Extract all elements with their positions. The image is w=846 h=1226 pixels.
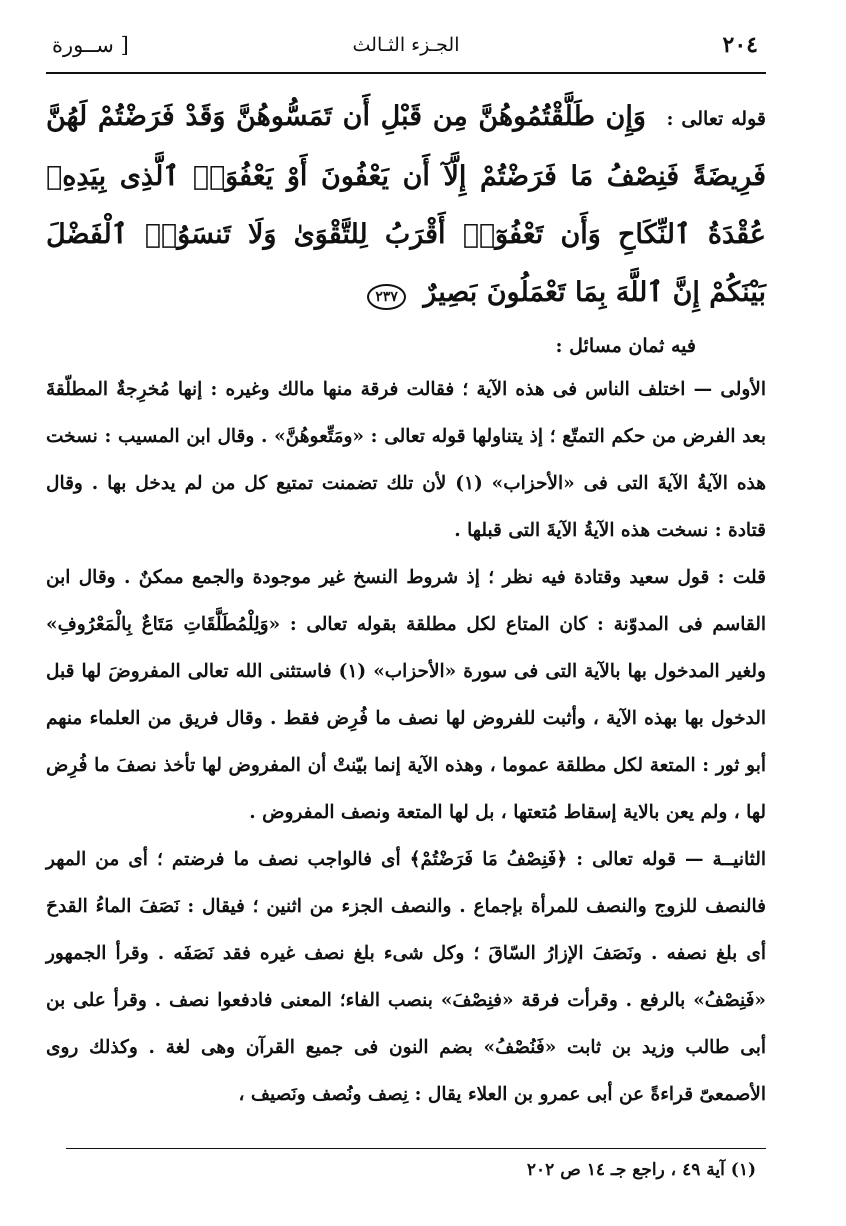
paragraph-first: الأولى — اختلف الناس فى هذه الآية ؛ فقالت فرقة منها مالك وغيره : إنها مُخرِجةٌ المطلّقةَ بعد الفرض من حكم التمتّع ؛ إذ يتناولها قوله تعالى : «ومَتِّعوهُنَّ» . وقال ابن المسيب : نسخت هذه الآيةُ الآيةَ التى فى «الأحزاب» (١) لأن تلك تضمنت تمتيع كل من لم يدخل بها . وقال قتادة : نسخت هذه الآيةُ الآيةَ التى قبلها . [46, 379, 766, 541]
paragraph-qultu: قلت : قول سعيد وقتادة فيه نظر ؛ إذ شروط النسخ غير موجودة والجمع ممكنٌ . وقال ابن القاسم فى المدوّنة : كان المتاع لكل مطلقة بقوله تعالى : «وَلِلْمُطَلَّقَاتِ مَتَاعٌ بِالْمَعْرُوفِ» ولغير المدخول بها بالآية التى فى سورة «الأحزاب» (١) فاستثنى الله تعالى المفروضَ لها قبل الدخول بها بهذه الآية ، وأثبت للفروض لها نصف ما فُرِض فقط . وقال فريق من العلماء منهم أبو ثور : المتعة لكل مطلقة عموما ، وهذه الآية إنما بيّنتْ أن المفروض لها تأخذ نصفَ ما فُرِض لها ، ولم يعن بالاية إسقاط مُتعتها ، بل لها المتعة ونصف المفروض . [46, 567, 766, 823]
page-number: ٢٠٤ [722, 32, 758, 58]
part-title: الجـزء الثـالث [352, 34, 460, 56]
footnote: (١) آية ٤٩ ، راجع جـ ١٤ ص ٢٠٢ [526, 1160, 756, 1180]
verse-text: وَإِن طَلَّقْتُمُوهُنَّ مِن قَبْلِ أَن تَمَسُّوهُنَّ وَقَدْ فَرَضْتُمْ لَهُنَّ فَرِيضَةً فَنِصْفُ مَا فَرَضْتُمْ إِلَّآ أَن يَعْفُونَ أَوْ يَعْفُوَا۟ ٱلَّذِى بِيَدِهِۦ عُقْدَةُ ٱلنِّكَاحِ وَأَن تَعْفُوٓا۟ أَقْرَبُ لِلتَّقْوَىٰ وَلَا تَنسَوُا۟ ٱلْفَضْلَ بَيْنَكُمْ إِنَّ ٱللَّهَ بِمَا تَعْمَلُونَ بَصِيرٌ [46, 101, 766, 308]
page-header [46, 18, 766, 74]
footnote-divider [66, 1148, 766, 1149]
book-page [46, 18, 766, 1208]
page-body [46, 88, 766, 1118]
surah-label: [ ســورة [52, 33, 129, 57]
verse-lead: قوله تعالى : [666, 108, 766, 130]
paragraph-second: الثانيــة — قوله تعالى : ﴿فَنِصْفُ مَا فَرَضْتُمْ﴾ أى فالواجب نصف ما فرضتم ؛ أى من المهر فالنصف للزوج والنصف للمرأة بإجماع . والنصف الجزء من اثنين ؛ فيقال : نَصَفَ الماءُ القدحَ أى بلغ نصفه . ونَصَفَ الإزارُ السّاقَ ؛ وكل شىء بلغ نصف غيره فقد نَصَفَه . وقرأ الجمهور «فَنِصْفُ» بالرفع . وقرأت فرقة «فنِصْفَ» بنصب الفاء؛ المعنى فادفعوا نصف . وقرأ على بن أبى طالب وزيد بن ثابت «فَنُصْفُ» بضم النون فى جميع القرآن وهى لغة . وكذلك روى الأصمعىّ قراءةً عن أبى عمرو بن العلاء يقال : نِصف ونُصف ونَصيف ، [46, 849, 766, 1105]
quran-verse [46, 88, 766, 322]
verse-number: ٢٣٧ [367, 284, 406, 310]
subheading: فيه ثمان مسائل : [555, 335, 696, 357]
